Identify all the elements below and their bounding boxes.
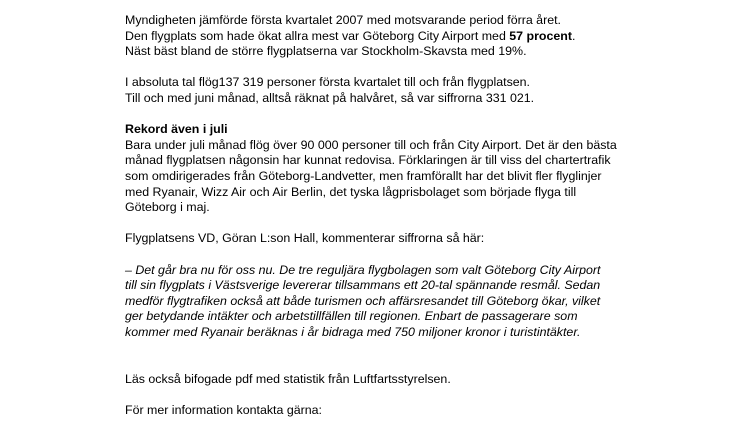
- intro-paragraph: [125, 13, 735, 60]
- contact-note: För mer information kontakta gärna:: [125, 402, 322, 417]
- spacer: [125, 356, 735, 372]
- quote-line: medför flygtrafiken också att både turismen och affärsresandet till Göteborg ökar, vilket: [125, 293, 601, 308]
- july-line: med Ryanair, Wizz Air och Air Berlin, det tyska lågprisbolaget som började flyga till: [125, 184, 577, 199]
- ceo-quote: [125, 263, 735, 341]
- totals-line-2: Till och med juni månad, alltså räknat på halvåret, så var siffrorna 331 021.: [125, 90, 535, 105]
- july-line: Bara under juli månad flög över 90 000 personer till och från City Airport. Det är den bästa: [125, 137, 617, 152]
- intro-line-2-suffix: .: [571, 28, 576, 43]
- totals-paragraph: [125, 75, 735, 106]
- attachment-note: Läs också bifogade pdf med statistik från Luftfartsstyrelsen.: [125, 371, 451, 386]
- july-line: månad flygplatsen någonsin har kunnat redovisa. Förklaringen är till viss del chartertrafik: [125, 153, 611, 168]
- ceo-intro-paragraph: [125, 231, 735, 247]
- document-page: [125, 13, 735, 434]
- july-heading: Rekord även i juli: [125, 122, 228, 137]
- growth-figure: 57 procent: [509, 28, 572, 43]
- quote-line: – Det går bra nu för oss nu. De tre reguljära flygbolagen som valt Göteborg City Airport: [125, 262, 601, 277]
- july-line: som omdirigerades från Göteborg-Landvetter, men framförallt har det blivit fler flyglinjer: [125, 168, 602, 183]
- july-section: [125, 122, 735, 216]
- totals-line-1: I absoluta tal flög137 319 personer första kvartalet till och från flygplatsen.: [125, 75, 530, 90]
- quote-line: ger betydande intäkter och arbetstillfällen till regionen. Enbart de passagerare som: [125, 309, 578, 324]
- july-line: Göteborg i maj.: [125, 200, 210, 215]
- intro-line-2-prefix: Den flygplats som hade ökat allra mest var Göteborg City Airport med: [125, 28, 510, 43]
- intro-line-3: Näst bäst bland de större flygplatserna var Stockholm-Skavsta med 19%.: [125, 44, 527, 59]
- quote-line: till sin flygplats i Västsverige levererar tillsammans ett 20-tal spännande resmål. Sedan: [125, 278, 601, 293]
- ceo-intro-line: Flygplatsens VD, Göran L:son Hall, kommenterar siffrorna så här:: [125, 231, 485, 246]
- contact-paragraph: [125, 403, 735, 419]
- quote-line: kommer med Ryanair beräknas i år bidraga med 750 miljoner kronor i turistintäkter.: [125, 324, 581, 339]
- intro-line-1: Myndigheten jämförde första kvartalet 2007 med motsvarande period förra året.: [125, 13, 561, 27]
- attachment-paragraph: [125, 372, 735, 388]
- intro-line-2: [125, 29, 735, 45]
